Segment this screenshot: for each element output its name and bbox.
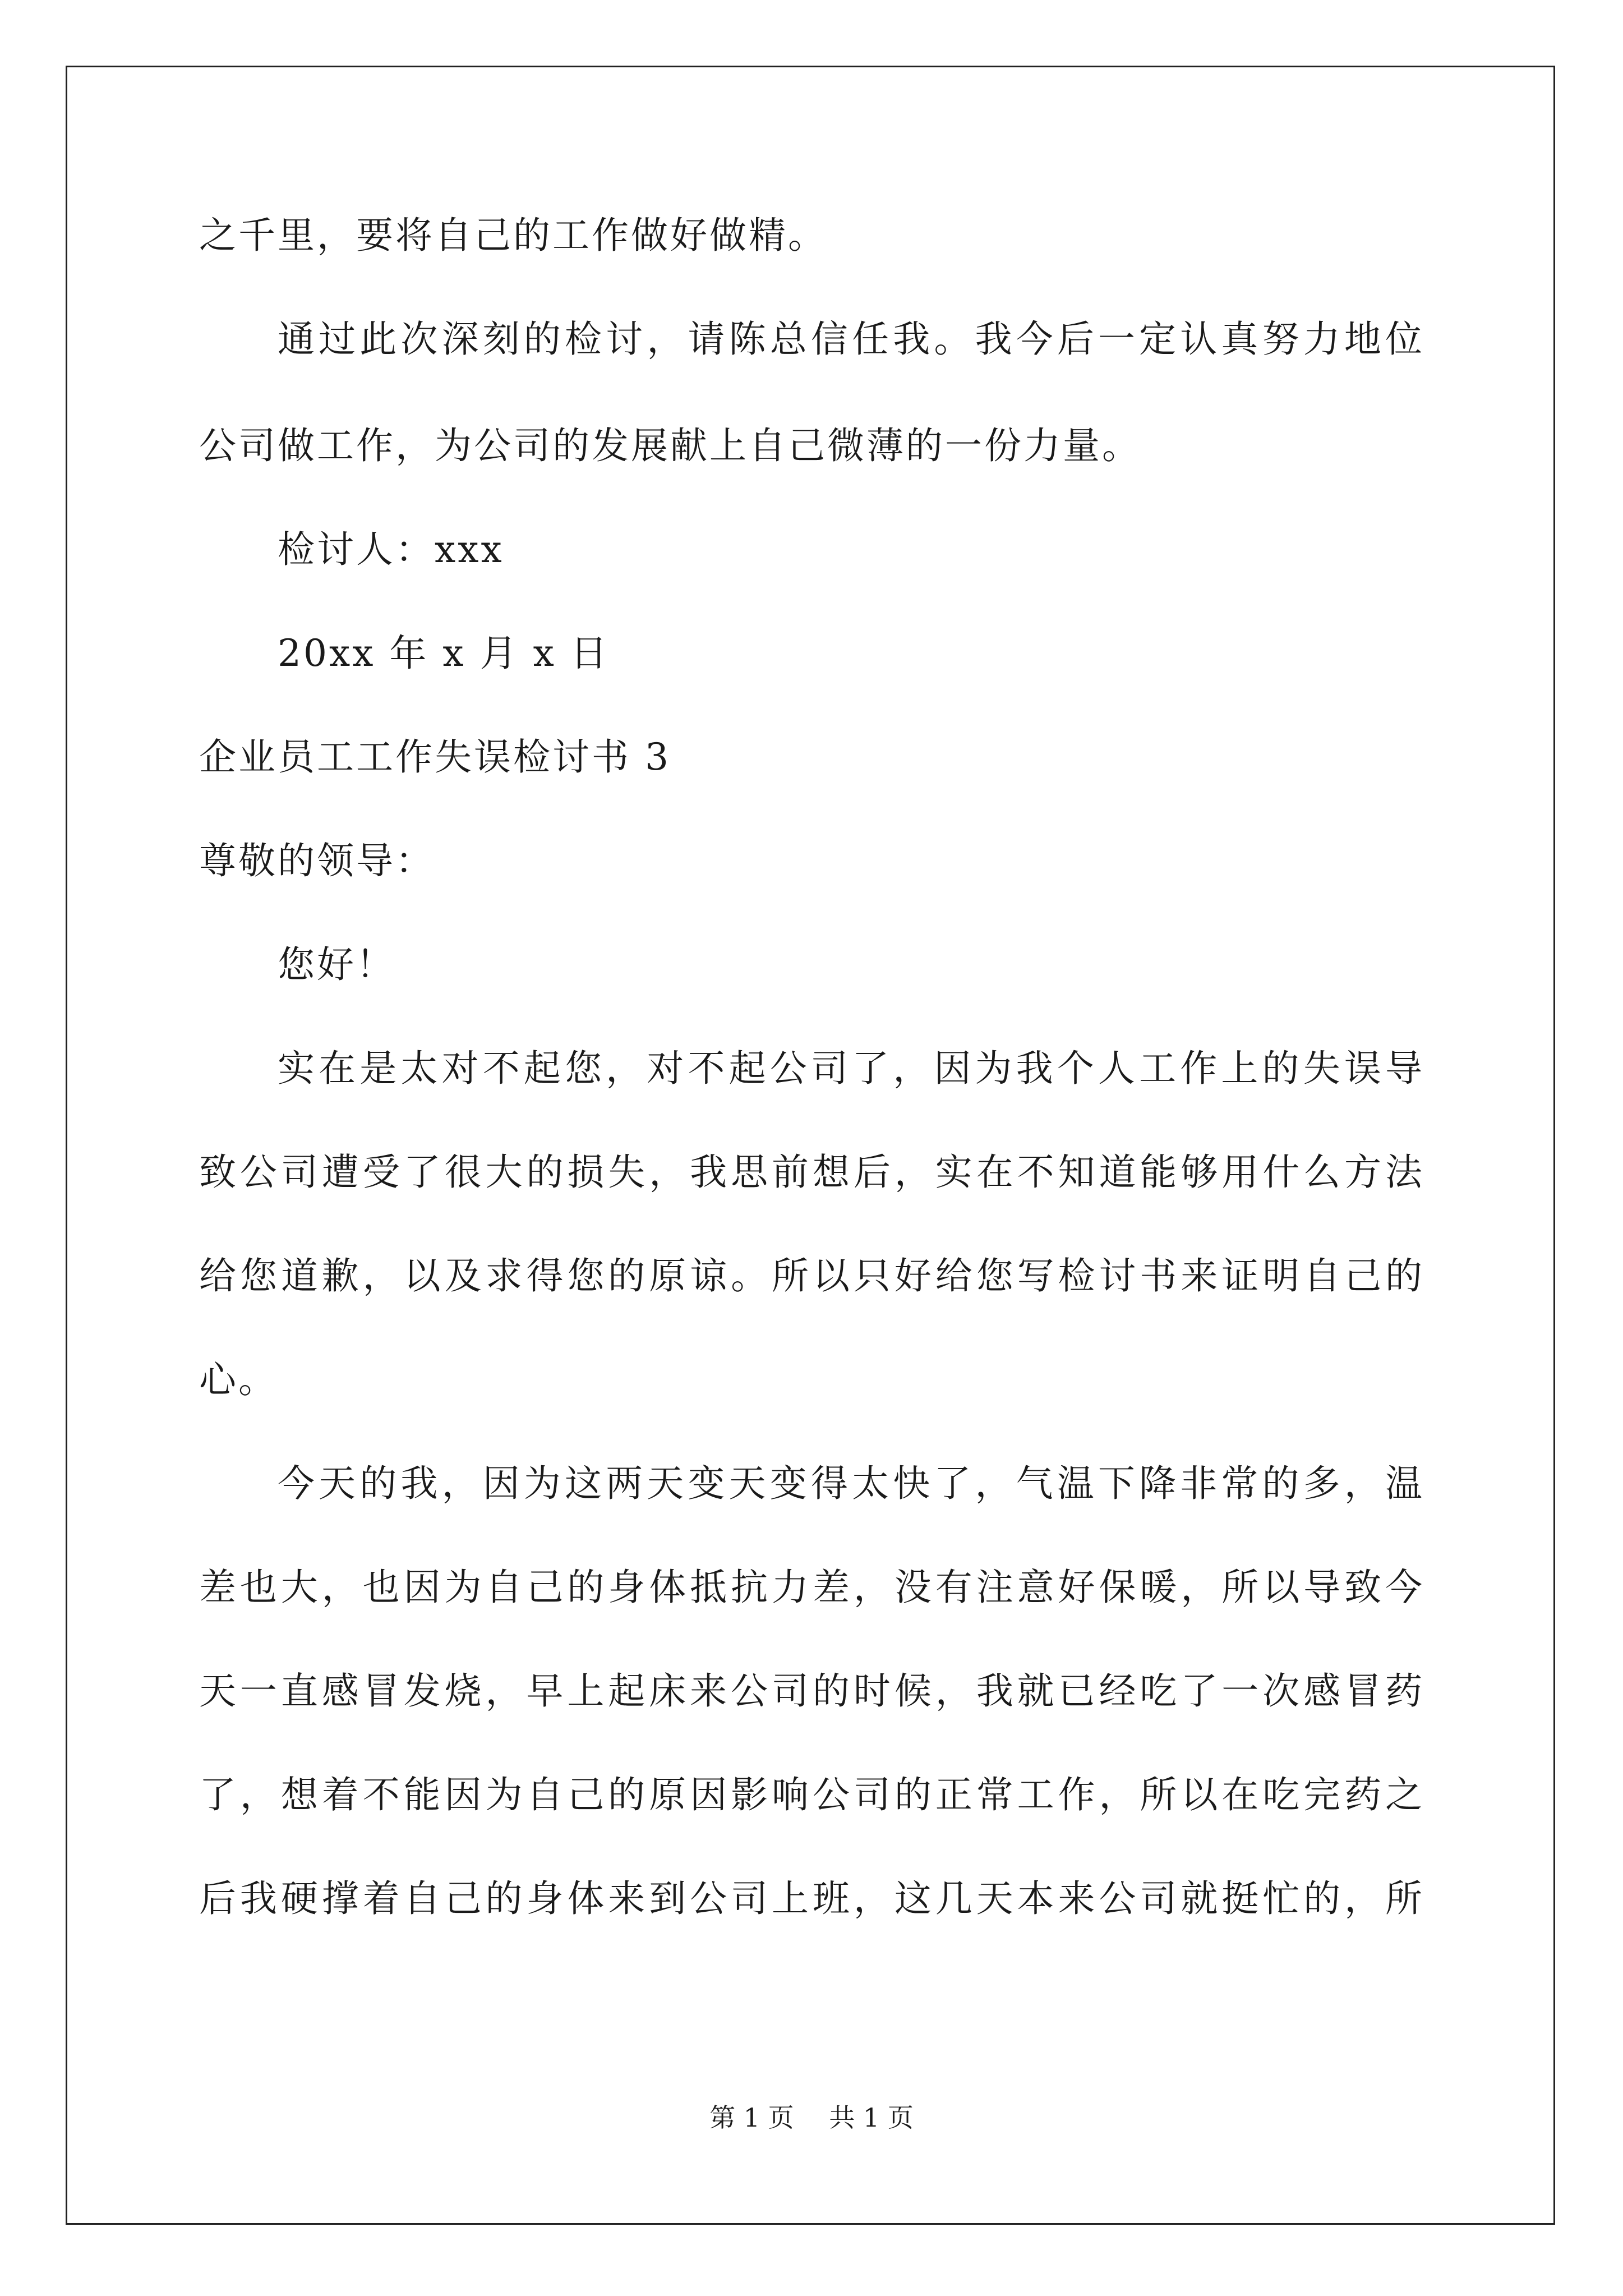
paragraph-line: 了，想着不能因为自己的原因影响公司的正常工作，所以在吃完药之 (199, 1773, 1424, 1816)
paragraph-line: 实在是太对不起您，对不起公司了，因为我个人工作上的失误导 (278, 1047, 1424, 1090)
date-line: 20xx 年 x 月 x 日 (278, 632, 610, 675)
paragraph-line: 天一直感冒发烧，早上起床来公司的时候，我就已经吃了一次感冒药 (199, 1669, 1424, 1713)
paragraph-line: 心。 (199, 1358, 278, 1401)
signature-line: 检讨人：xxx (278, 528, 504, 571)
page-number: 第 1 页 (709, 2102, 794, 2133)
paragraph-line: 今天的我，因为这两天变天变得太快了，气温下降非常的多，温 (278, 1462, 1424, 1505)
greeting: 您好！ (278, 943, 395, 986)
body-line: 之千里，要将自己的工作做好做精。 (199, 214, 827, 257)
page-footer (0, 2101, 1623, 2134)
section-title: 企业员工工作失误检讨书 3 (199, 735, 671, 779)
paragraph-line: 给您道歉，以及求得您的原谅。所以只好给您写检讨书来证明自己的 (199, 1254, 1424, 1297)
paragraph-line: 差也大，也因为自己的身体抵抗力差，没有注意好保暖，所以导致今 (199, 1566, 1424, 1609)
paragraph-line: 通过此次深刻的检讨，请陈总信任我。我今后一定认真努力地位 (278, 318, 1424, 361)
paragraph-line: 后我硬撑着自己的身体来到公司上班，这几天本来公司就挺忙的，所 (199, 1877, 1424, 1920)
body-line: 公司做工作，为公司的发展献上自己微薄的一份力量。 (199, 424, 1141, 467)
paragraph-line: 致公司遭受了很大的损失，我思前想后，实在不知道能够用什么方法 (199, 1151, 1424, 1194)
page-total: 共 1 页 (829, 2102, 914, 2133)
salutation: 尊敬的领导： (199, 839, 435, 882)
